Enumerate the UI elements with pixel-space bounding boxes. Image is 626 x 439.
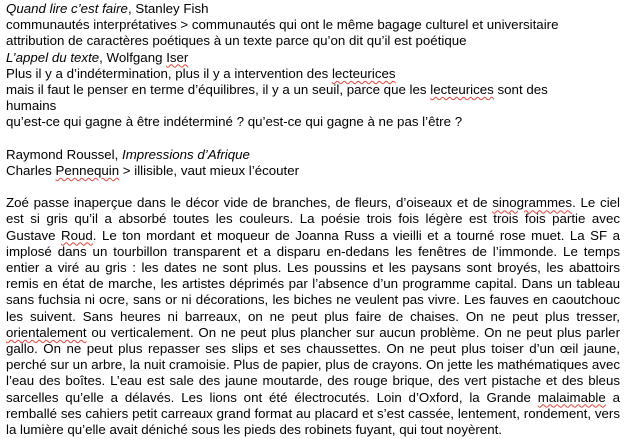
iser-note-2 (6, 82, 620, 98)
iser-note-1-text: Plus il y a d’indétermination, plus il y a intervention des (6, 65, 332, 81)
fish-book-title: Quand lire c’est faire (6, 1, 128, 16)
fish-note-1: communautés interprétatives > communautés qui ont le même bagage culturel et universitaire (6, 17, 559, 33)
fish-author: , Stanley Fish (127, 1, 209, 16)
pennequin-name: Pennequin (55, 162, 120, 178)
roussel-heading (6, 147, 620, 163)
pennequin-note (6, 163, 620, 179)
para-text-1: Zoé passe inaperçue dans le décor vide de branches, de fleurs, d’oiseaux et de (6, 195, 493, 211)
fish-note-2: attribution de caractères poétiques à un texte parce qu’on dit qu’il est poétique (6, 33, 467, 49)
iser-note-2-text: mais il faut le penser en terme d’équilibres, il y a un seuil, parce que les (6, 81, 431, 97)
prose-paragraph (6, 195, 620, 438)
misspelled-word: malaimable (537, 389, 606, 405)
misspelled-word: lecteurices (430, 81, 494, 97)
iser-author-prefix: , Wolfgang (99, 49, 167, 65)
pennequin-prefix: Charles (6, 162, 56, 178)
para-text-5: a remballé ses cahiers petit carreaux grand format au placard et s’est cassée, lentement, rondement, vers la lumière qu’elle avait déniché sous les pieds des robinets fuyant, qui tout noyèrent. (6, 389, 620, 438)
blank-line (6, 179, 620, 195)
iser-note-1 (6, 66, 620, 82)
roussel-author: Raymond Roussel, (6, 146, 123, 162)
fish-heading (6, 1, 620, 17)
misspelled-word: lecteurices (331, 65, 396, 81)
roussel-book-title: Impressions d’Afrique (122, 146, 250, 162)
misspelled-word: Roud (61, 227, 93, 243)
para-text-4: ou verticalement. On ne peut plus plancher sur aucun problème. On ne peut plus parler gallo. On ne peut plus repasser ses slips et ses chaussettes. On ne peut plus toiser d’un œil jaune, perché sur un arbre, la nuit cramoisie. Plus de papier, plus de crayons. On jette les mathématiques avec l’eau des boîtes. L’eau est sale des jaune moutarde, des rouge brique, des vert pistache et des bleus sarcelles qu’elle a délavés. Les lions ont été électrocutés. Loin d’Oxford, la Grande (6, 324, 620, 405)
iser-note-2-end: sont des (493, 81, 548, 97)
pennequin-text: > illisible, vaut mieux l’écouter (119, 162, 300, 178)
iser-heading (6, 50, 620, 66)
iser-note-3: humains (6, 98, 57, 114)
iser-note-4: qu’est-ce qui gagne à être indéterminé ? qu’est-ce qui gagne à ne pas l’être ? (6, 114, 463, 130)
iser-book-title: L’appel du texte (6, 49, 100, 65)
document-body[interactable] (6, 1, 620, 438)
iser-author-name: Iser (166, 49, 189, 65)
blank-line (6, 131, 620, 147)
para-text-3: . Le ton mordant et moqueur de Joanna Russ a vieilli et a tourné rose muet. La SF a implosé dans un tourbillon transparent et a disparu en-dedans les fenêtres de l’immonde. Le temps entier a viré au gris : les dates ne sont plus. Les poussins et les paysans sont broyés, les abattoirs remis en état de marche, les artistes déprimés par l’absence d’un programme capital. Dans un tableau sans fuchsia ni ocre, sans or ni décorations, les biches ne veulent pas vivre. Les fauves en caoutchouc les suivent. Sans heures ni barreaux, on ne peut plus faire de chaises. On ne peut plus tresser, (6, 227, 621, 324)
misspelled-word: sinogrammes (492, 195, 573, 211)
para-text-2: . Le ciel est si gris qu’il a absorbé toutes les couleurs. La poésie trois fois légère est trois fois partie avec Gustave (6, 195, 620, 243)
misspelled-word: orientalement (6, 324, 87, 340)
